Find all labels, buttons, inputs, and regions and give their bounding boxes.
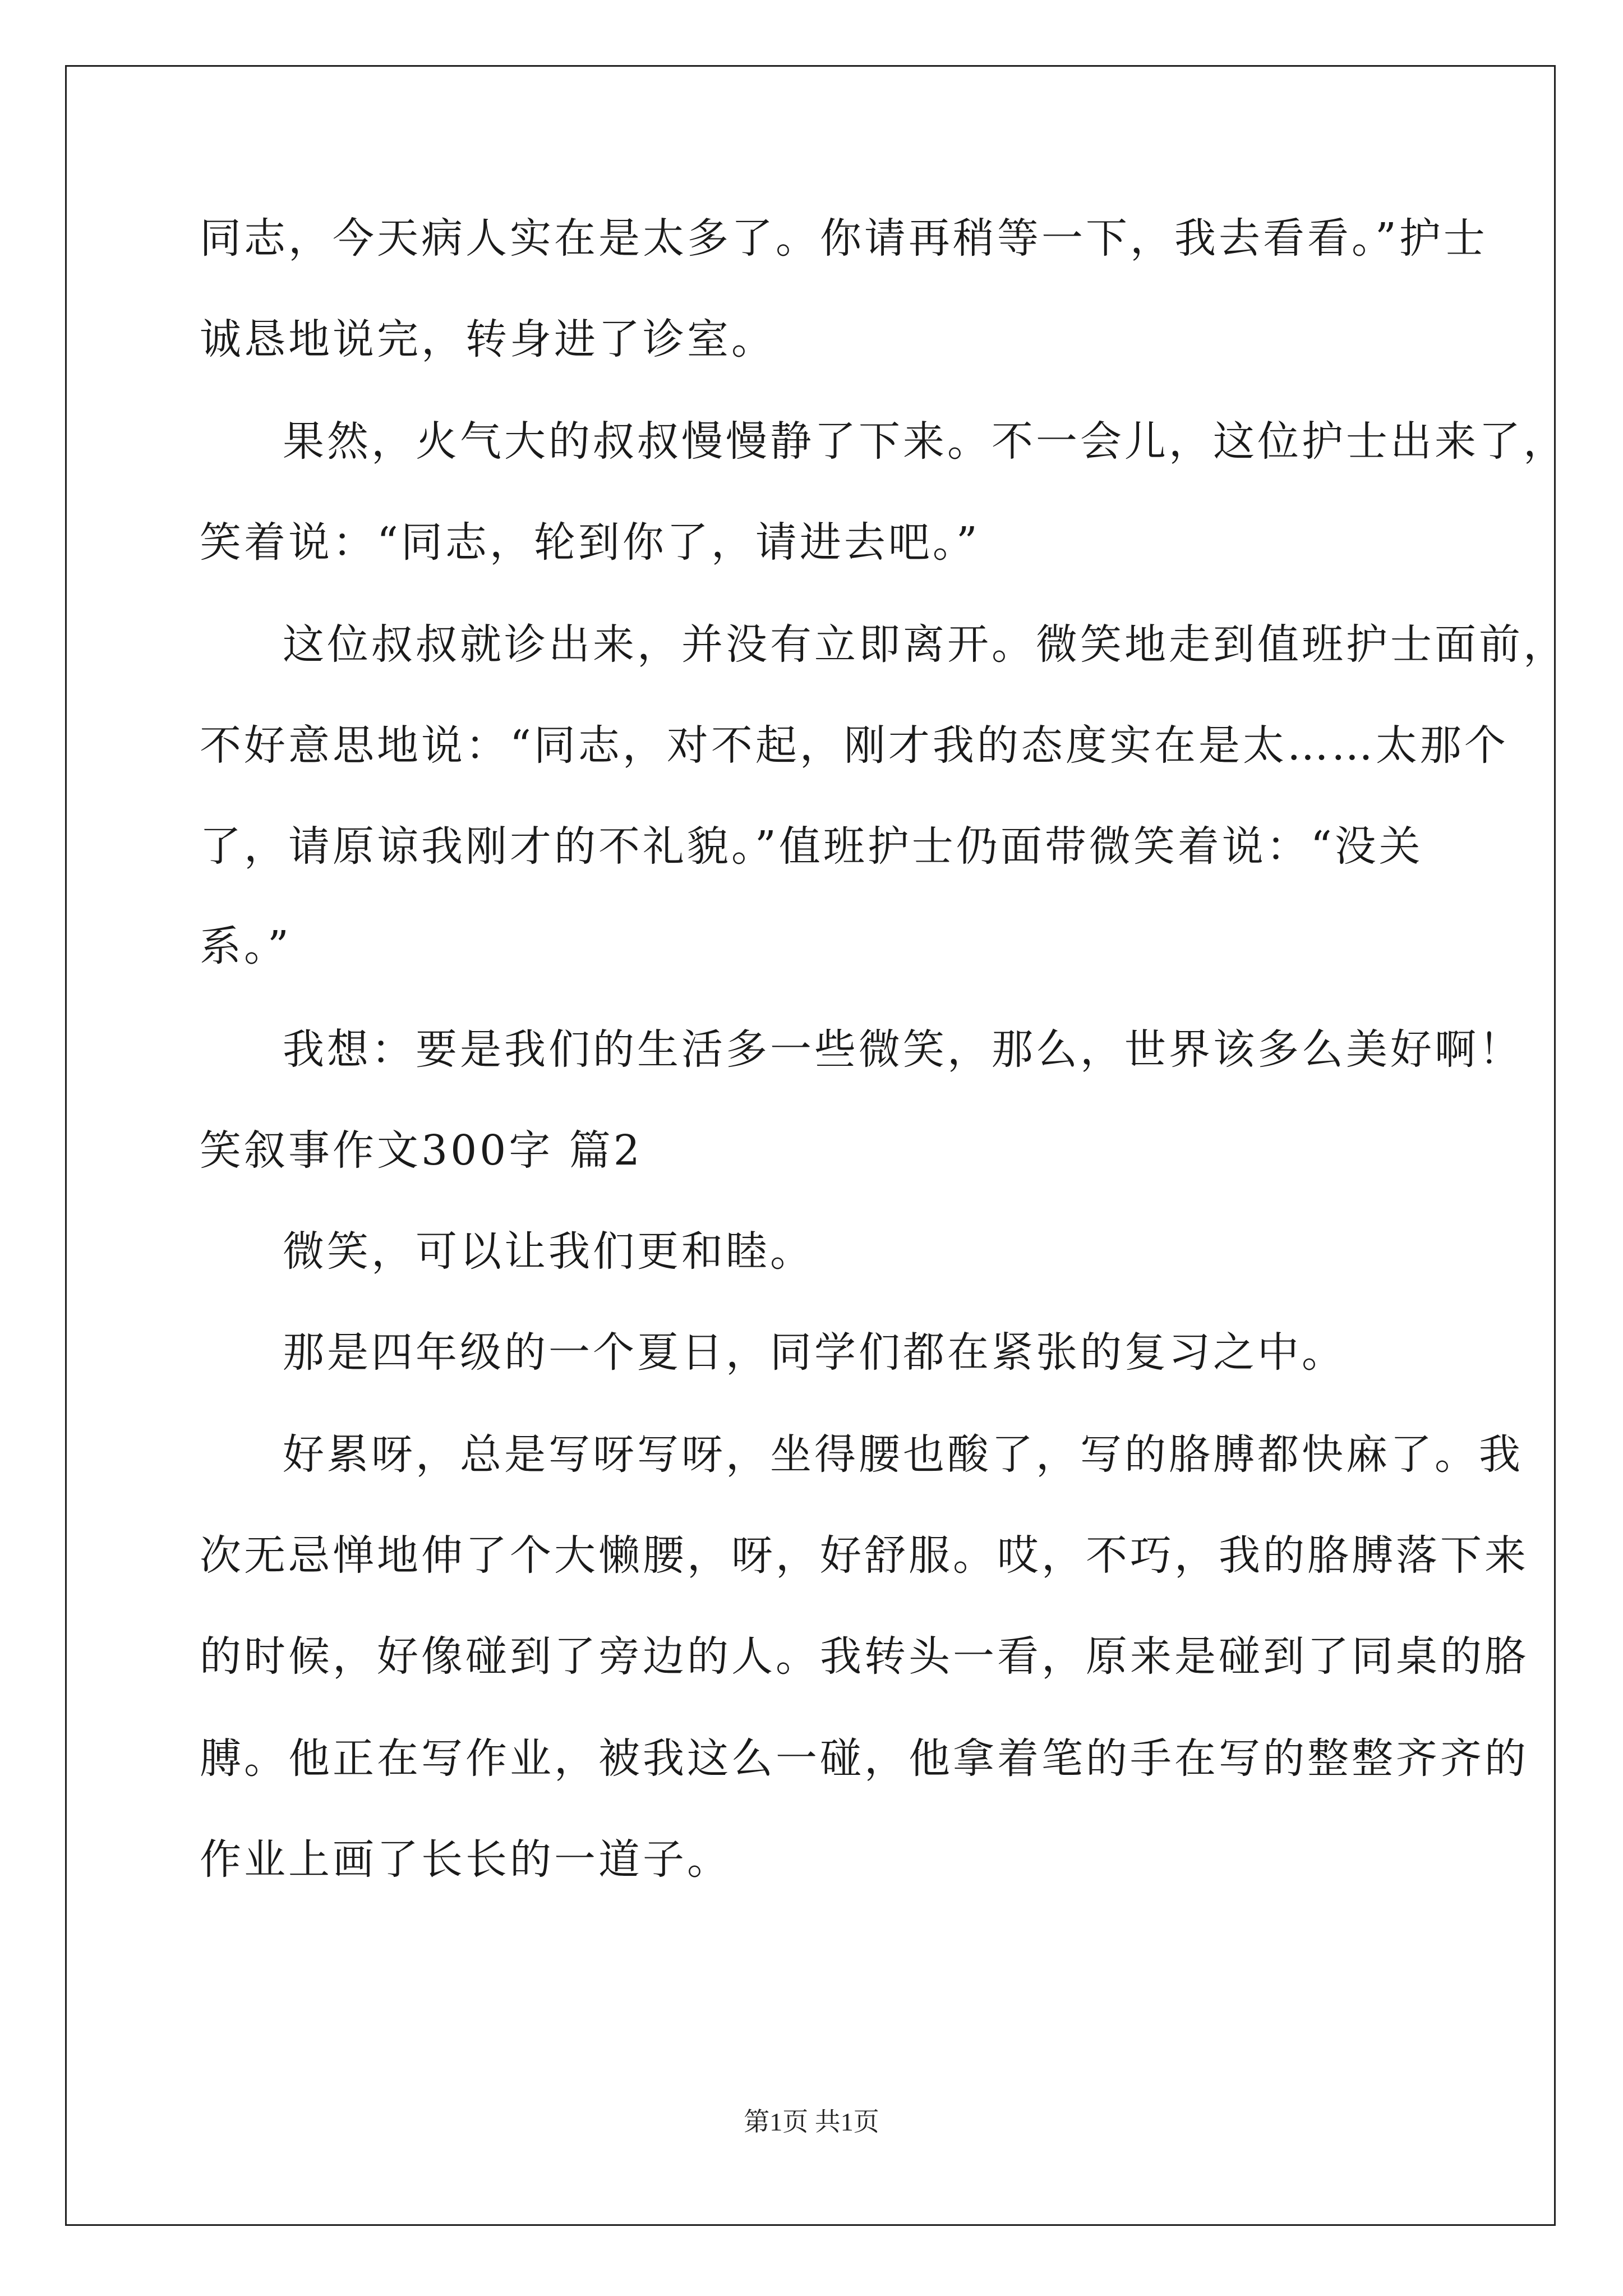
- text-line: 我想：要是我们的生活多一些微笑，那么，世界该多么美好啊！: [283, 1025, 1523, 1074]
- text-line: 同志，今天病人实在是太多了。你请再稍等一下，我去看看。”护士: [200, 214, 1488, 263]
- text-line: 诚恳地说完，转身进了诊室。: [200, 315, 776, 364]
- text-line: 果然，火气大的叔叔慢慢静了下来。不一会儿，这位护士出来了，: [283, 417, 1567, 466]
- text-line: 系。”: [200, 922, 292, 970]
- text-line: 的时候，好像碰到了旁边的人。我转头一看，原来是碰到了同桌的胳: [200, 1632, 1529, 1681]
- text-line: 好累呀，总是写呀写呀，坐得腰也酸了，写的胳膊都快麻了。我: [283, 1430, 1523, 1479]
- text-line: 这位叔叔就诊出来，并没有立即离开。微笑地走到值班护士面前，: [283, 620, 1567, 669]
- text-line: 次无忌惮地伸了个大懒腰，呀，好舒服。哎，不巧，我的胳膊落下来: [200, 1531, 1529, 1580]
- text-line: 微笑，可以让我们更和睦。: [283, 1227, 814, 1276]
- page-footer: 第1页 共1页: [744, 2108, 879, 2136]
- text-line: 那是四年级的一个夏日，同学们都在紧张的复习之中。: [283, 1328, 1346, 1377]
- text-line: 不好意思地说：“同志，对不起，刚才我的态度实在是太……太那个: [200, 721, 1509, 770]
- text-line: 膊。他正在写作业，被我这么一碰，他拿着笔的手在写的整整齐齐的: [200, 1734, 1529, 1783]
- text-line: 作业上画了长长的一道子。: [200, 1835, 731, 1884]
- text-line: 笑着说：“同志，轮到你了，请进去吧。”: [200, 518, 980, 567]
- text-line: 了，请原谅我刚才的不礼貌。”值班护士仍面带微笑着说：“没关: [200, 822, 1423, 871]
- section-heading: 笑叙事作文300字 篇2: [200, 1126, 643, 1175]
